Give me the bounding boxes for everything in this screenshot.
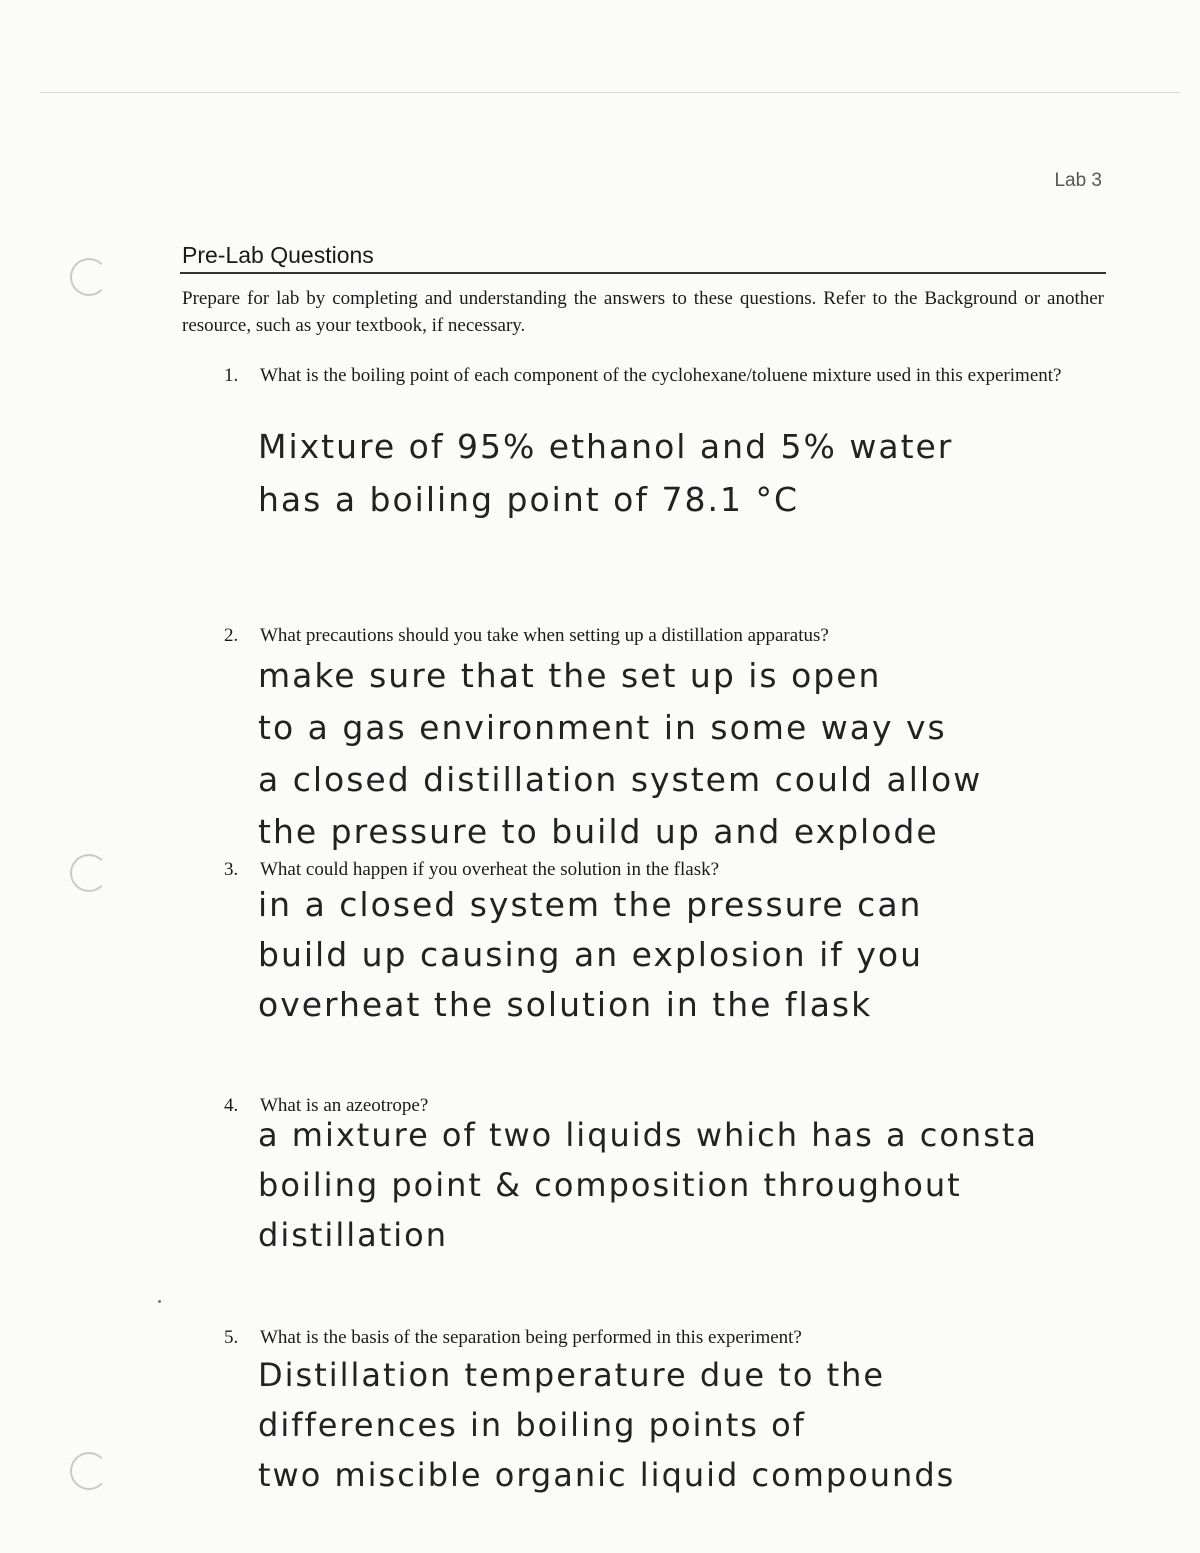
answer-line: a mixture of two liquids which has a consta [258, 1116, 1039, 1154]
answer-line: a closed distillation system could allow [258, 760, 983, 799]
answer-line: Distillation temperature due to the [258, 1356, 886, 1394]
question-text: What precautions should you take when setting up a distillation apparatus? [260, 625, 829, 646]
title-rule [180, 272, 1106, 274]
question-number: 3. [224, 859, 239, 880]
answer-1 [258, 420, 953, 526]
answer-line: the pressure to build up and explode [258, 812, 939, 851]
question-2 [224, 624, 1104, 647]
answer-line: has a boiling point of 78.1 °C [258, 480, 799, 519]
answer-line: overheat the solution in the flask [258, 985, 873, 1024]
answer-3 [258, 880, 923, 1030]
answer-line: build up causing an explosion if you [258, 935, 924, 974]
page-top-rule [40, 92, 1180, 93]
question-text: What is an azeotrope? [260, 1095, 429, 1116]
question-5 [224, 1326, 1104, 1349]
question-number: 4. [224, 1095, 239, 1116]
answer-5 [258, 1350, 955, 1500]
question-number: 5. [224, 1327, 239, 1348]
answer-line: two miscible organic liquid compounds [258, 1456, 956, 1494]
answer-2 [258, 650, 982, 858]
question-number: 1. [224, 365, 239, 386]
answer-line: Mixture of 95% ethanol and 5% water [258, 427, 954, 466]
binder-hole-icon [70, 1452, 108, 1490]
binder-hole-icon [70, 258, 108, 296]
question-text: What is the boiling point of each component of the cyclohexane/toluene mixture used in this experiment? [260, 365, 1062, 386]
scan-speck [158, 1300, 161, 1303]
question-text: What could happen if you overheat the solution in the flask? [260, 859, 720, 880]
answer-line: distillation [258, 1216, 448, 1254]
question-1 [224, 364, 1104, 387]
intro-paragraph: Prepare for lab by completing and understanding the answers to these questions. Refer to the Background or another resource, such as your textbook, if necessary. [182, 288, 1104, 336]
answer-line: in a closed system the pressure can [258, 885, 923, 924]
question-3 [224, 858, 1104, 881]
answer-line: make sure that the set up is open [258, 656, 882, 695]
binder-hole-icon [70, 854, 108, 892]
lab-number: Lab 3 [1054, 170, 1102, 191]
answer-line: boiling point & composition throughout [258, 1166, 962, 1204]
section-title: Pre-Lab Questions [182, 242, 374, 268]
answer-line: differences in boiling points of [258, 1406, 806, 1444]
question-number: 2. [224, 625, 239, 646]
answer-line: to a gas environment in some way vs [258, 708, 947, 747]
answer-4 [258, 1110, 1038, 1260]
question-text: What is the basis of the separation being performed in this experiment? [260, 1327, 802, 1348]
